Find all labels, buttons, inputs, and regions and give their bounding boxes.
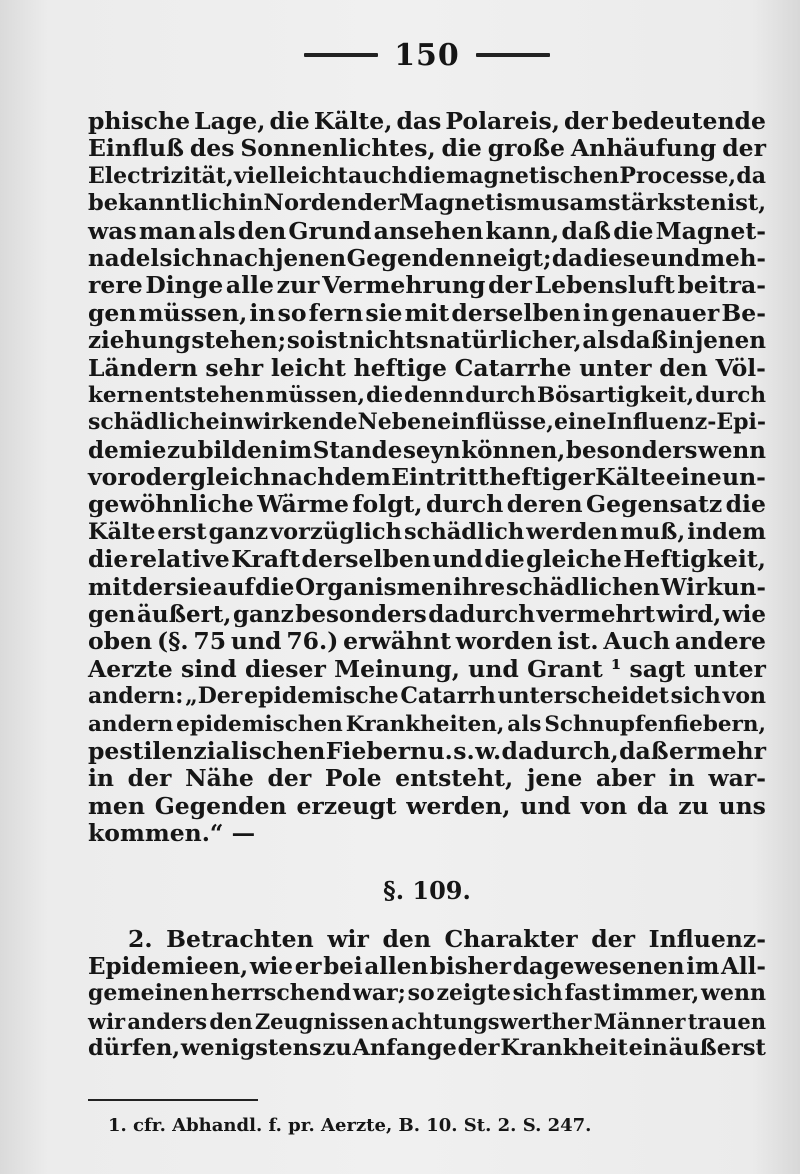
word: Influenz-Epi- <box>606 409 766 436</box>
word: sehr <box>205 353 264 382</box>
word: der <box>357 190 400 217</box>
word: phische <box>88 107 191 135</box>
word: der <box>722 134 766 163</box>
word: des <box>189 134 235 163</box>
word: oder <box>129 463 190 492</box>
word: als <box>198 216 236 245</box>
word: bisher <box>429 952 512 980</box>
word: vermehrt <box>536 601 655 629</box>
word: men <box>88 791 145 820</box>
word: Wärme <box>257 490 349 519</box>
text-line <box>88 953 766 980</box>
word: sich <box>512 980 563 1007</box>
text-line <box>88 711 766 738</box>
word: den <box>659 353 708 382</box>
word: auf <box>212 573 255 601</box>
word: man <box>138 216 197 245</box>
word: Charakter <box>444 924 578 953</box>
page-number: 150 <box>394 37 460 73</box>
word: oben <box>88 627 153 656</box>
word: dadurch, <box>501 736 619 765</box>
word: einwirkende <box>205 409 358 436</box>
word: erwähnt <box>343 627 451 656</box>
word: die <box>366 382 404 408</box>
text-line <box>88 926 766 953</box>
word: achtungswerther <box>391 1008 592 1034</box>
word: als <box>582 327 619 355</box>
word: deren <box>506 490 583 519</box>
word: er <box>668 736 697 765</box>
word: die <box>484 545 525 574</box>
word: Nebeneinflüsse, <box>357 409 554 436</box>
word: sagt <box>629 654 686 683</box>
word: jenen <box>275 244 347 272</box>
text-line <box>88 683 766 710</box>
word: zu <box>678 791 709 820</box>
word: da <box>736 162 766 189</box>
word: bilden <box>197 436 279 464</box>
word: und <box>230 627 282 656</box>
word: gemeinen <box>88 980 209 1007</box>
word: Lage, <box>194 107 266 135</box>
word: äußert, <box>136 601 232 629</box>
word: Einfluß <box>88 134 184 163</box>
word: wir <box>327 924 369 953</box>
word: Magnet- <box>655 216 766 245</box>
word: derselben <box>451 298 581 327</box>
word: schädlichen <box>505 573 661 601</box>
word: Epidemieen, <box>88 952 249 980</box>
text-line <box>88 980 766 1007</box>
text-line <box>88 765 766 792</box>
text-line <box>88 135 766 162</box>
word: trauen <box>687 1008 766 1034</box>
word: sich <box>159 244 212 272</box>
word: durch <box>695 382 766 408</box>
word: so <box>407 980 435 1007</box>
word: Betrachten <box>166 924 314 953</box>
text-line <box>88 491 766 518</box>
word: den <box>237 216 287 245</box>
word: da <box>636 791 669 820</box>
word: sie <box>365 298 403 327</box>
word: eine <box>553 409 607 436</box>
word: ist <box>315 327 349 355</box>
word: große <box>487 134 566 163</box>
word: die <box>254 573 295 601</box>
word: andere <box>674 627 766 656</box>
word: epidemischen <box>176 711 343 737</box>
word: Processe, <box>619 162 737 189</box>
word: und <box>520 791 571 820</box>
word: am <box>569 190 608 217</box>
word: so <box>277 298 307 327</box>
text-line <box>88 437 766 464</box>
word: Gegensatz <box>586 490 723 519</box>
word: demie <box>88 436 167 464</box>
word: Kälte <box>595 463 666 492</box>
word: auch <box>348 162 408 189</box>
word: besonders <box>565 436 698 464</box>
footnote: 1. cfr. Abhandl. f. pr. Aerzte, B. 10. St. 2. S. 247. <box>108 1114 592 1136</box>
header-rule-right <box>476 53 550 57</box>
word: Magnetismus <box>399 190 570 217</box>
word: jene <box>526 764 583 793</box>
word: zu <box>167 436 197 464</box>
word: wenn <box>701 980 766 1007</box>
word: kern <box>88 382 144 408</box>
word: werden, <box>406 791 511 820</box>
word: als <box>507 711 542 737</box>
word: äußerst <box>668 1035 766 1062</box>
text-line: kommen.“ — <box>88 819 256 848</box>
footnote-rule <box>88 1099 258 1101</box>
word: im <box>686 952 720 980</box>
text-line <box>88 108 766 135</box>
word: anders <box>127 1008 208 1034</box>
word: heftige <box>353 353 447 382</box>
word: Norden <box>263 190 358 217</box>
word: wie <box>249 952 294 980</box>
word: da <box>551 244 583 272</box>
word: Sonnenlichtes, <box>240 134 436 163</box>
word: uns <box>718 791 766 820</box>
word: epidemische <box>244 683 399 710</box>
word: rere <box>88 271 143 300</box>
word: folgt, <box>352 490 423 519</box>
word: im <box>279 436 313 464</box>
word: dieser <box>244 654 326 683</box>
word: sie <box>175 573 213 601</box>
word: Zeugnissen <box>254 1008 389 1034</box>
word: alle <box>225 271 274 300</box>
word: erst <box>157 518 207 545</box>
word: ist, <box>726 190 767 217</box>
word: leicht <box>270 353 346 382</box>
word: und <box>432 545 483 574</box>
word: Ländern <box>88 353 198 382</box>
word: in <box>249 298 276 327</box>
word: von <box>580 791 628 820</box>
word: Catarrhe <box>454 353 572 382</box>
word: vorzüglich <box>270 518 402 545</box>
word: gewöhnliche <box>88 490 254 519</box>
word: ist. <box>557 627 599 656</box>
word: daß <box>619 736 669 765</box>
word: ¹ <box>610 654 622 683</box>
word: der <box>127 764 172 793</box>
word: wir <box>88 1008 126 1034</box>
word: der <box>267 764 312 793</box>
word: Stande <box>312 436 403 464</box>
word: heftiger <box>489 463 595 492</box>
word: die <box>725 490 766 519</box>
word: Nähe <box>185 764 254 793</box>
word: der <box>457 1035 500 1062</box>
word: Kälte <box>88 518 156 545</box>
word: bekanntlich <box>88 190 239 217</box>
page-header <box>88 30 766 80</box>
text-line <box>88 327 766 354</box>
word: das <box>396 107 442 135</box>
word: schädlich <box>88 409 206 436</box>
word: so <box>286 327 316 355</box>
word: meh- <box>700 244 766 272</box>
word: Völ- <box>715 353 766 382</box>
word: wenigstens <box>180 1035 322 1062</box>
word: entsteht, <box>395 764 514 793</box>
section-heading: §. 109. <box>383 875 471 905</box>
word: dadurch <box>428 601 535 629</box>
word: unter <box>693 654 766 683</box>
word: stehen; <box>191 327 287 355</box>
text-line <box>88 793 766 820</box>
text-line <box>88 574 766 601</box>
word: Meinung, <box>334 654 460 683</box>
word: Heftigkeit, <box>623 545 766 574</box>
word: was <box>88 216 137 245</box>
header-rule-left <box>304 53 378 57</box>
word: die <box>88 545 129 574</box>
word: dürfen, <box>88 1035 181 1062</box>
word: durch <box>465 382 536 408</box>
word: ein <box>628 1035 668 1062</box>
word: die <box>407 162 446 189</box>
text-line <box>88 464 766 491</box>
word: Anhäufung <box>570 134 717 163</box>
word: von <box>722 683 766 710</box>
word: er <box>294 952 322 980</box>
text-line <box>88 738 766 765</box>
word: in <box>668 764 695 793</box>
word: Fiebern <box>325 736 428 765</box>
word: erzeugt <box>296 791 397 820</box>
word: aber <box>596 764 656 793</box>
word: herrschend <box>210 980 352 1007</box>
word: in <box>238 190 264 217</box>
word: natürlicher, <box>429 327 582 355</box>
word: ansehen <box>373 216 484 245</box>
word: magnetischen <box>445 162 620 189</box>
word: der <box>488 271 532 300</box>
word: war- <box>708 764 766 793</box>
word: Bösartigkeit, <box>537 382 695 408</box>
word: der <box>132 573 176 601</box>
word: in <box>88 764 115 793</box>
word: All- <box>721 952 766 980</box>
word: nach <box>212 244 275 272</box>
word: schädlich <box>403 518 525 545</box>
word: 75 <box>193 627 227 656</box>
word: Männer <box>593 1008 686 1034</box>
word: 2. <box>128 924 153 953</box>
word: Polareis, <box>445 107 560 135</box>
word: unterscheidet <box>497 683 669 710</box>
word: w. <box>475 736 502 765</box>
word: Krankheiten, <box>345 711 505 737</box>
word: Lebensluft <box>534 271 675 300</box>
word: derselben <box>301 545 431 574</box>
word: denn <box>404 382 465 408</box>
word: wie <box>722 601 766 629</box>
word: ihre <box>452 573 506 601</box>
text-line <box>88 1008 766 1035</box>
word: den <box>382 924 431 953</box>
word: worden <box>455 627 553 656</box>
body-text <box>88 108 766 848</box>
word: in <box>582 298 609 327</box>
word: Be- <box>721 298 766 327</box>
word: durch <box>426 490 504 519</box>
word: 76.) <box>286 627 339 656</box>
text-line <box>88 218 766 245</box>
word: und <box>468 654 519 683</box>
text-line <box>88 1035 766 1062</box>
text-line <box>88 272 766 299</box>
word: Gegenden <box>346 244 476 272</box>
word: jenen <box>694 327 766 355</box>
text-line <box>88 409 766 436</box>
word: die <box>613 216 654 245</box>
word: daß <box>561 216 612 245</box>
word: Wirkun- <box>660 573 766 601</box>
word: ganz <box>232 601 294 629</box>
word: gen <box>88 298 137 327</box>
text-line <box>88 382 766 409</box>
word: mehr <box>696 736 766 765</box>
word: fern <box>308 298 364 327</box>
word: „Der <box>185 683 243 710</box>
word: gleich <box>189 463 271 492</box>
word: gleiche <box>526 545 622 574</box>
word: pestilenzialischen <box>88 736 326 765</box>
word: Gegenden <box>154 791 287 820</box>
word: kann, <box>485 216 560 245</box>
word: Electrizität, <box>88 162 234 189</box>
word: entstehen <box>144 382 265 408</box>
word: Krankheit <box>500 1035 628 1062</box>
text-line <box>88 519 766 546</box>
word: andern <box>88 711 174 737</box>
word: mit <box>404 298 450 327</box>
word: stärksten <box>607 190 727 217</box>
word: diese <box>583 244 651 272</box>
word: Catarrh <box>400 683 496 710</box>
word: u. <box>427 736 453 765</box>
word: wird, <box>656 601 722 629</box>
word: andern: <box>88 683 184 710</box>
word: Schnupfenfiebern, <box>544 711 766 737</box>
word: genauer <box>611 298 720 327</box>
word: nach <box>270 463 335 492</box>
word: zur <box>276 271 320 300</box>
word: bedeutende <box>611 107 766 135</box>
word: immer, <box>612 980 700 1007</box>
word: fast <box>564 980 611 1007</box>
text-line <box>88 163 766 190</box>
word: Kälte, <box>313 107 393 135</box>
text-line <box>88 656 766 683</box>
word: beitra- <box>677 271 766 300</box>
word: besonders <box>295 601 427 629</box>
word: un- <box>722 463 766 492</box>
word: in <box>668 327 695 355</box>
word: allen <box>364 952 429 980</box>
word: eine <box>665 463 722 492</box>
word: Kraft <box>231 545 301 574</box>
word: und <box>650 244 701 272</box>
word: Organismen <box>295 573 453 601</box>
word: ziehung <box>88 327 191 355</box>
word: können, <box>461 436 566 464</box>
word: Eintritt <box>391 463 489 492</box>
word: relative <box>129 545 230 574</box>
word: Pole <box>324 764 382 793</box>
word: daß <box>619 327 669 355</box>
word: müssen, <box>265 382 366 408</box>
word: zeigte <box>436 980 511 1007</box>
text-line <box>88 601 766 628</box>
section-text <box>88 926 766 1063</box>
word: vor <box>88 463 130 492</box>
word: den <box>209 1008 253 1034</box>
word: s. <box>453 736 475 765</box>
word: ganz <box>208 518 269 545</box>
word: Vermehrung <box>322 271 486 300</box>
word: mit <box>88 573 132 601</box>
word: der <box>591 924 635 953</box>
word: dem <box>334 463 391 492</box>
word: Auch <box>603 627 671 656</box>
word: seyn <box>402 436 461 464</box>
word: gen <box>88 601 136 629</box>
text-line <box>88 355 766 382</box>
word: (§. <box>156 627 189 656</box>
word: dagewesenen <box>512 952 685 980</box>
word: müssen, <box>138 298 248 327</box>
word: zu <box>322 1035 352 1062</box>
word: muß, <box>620 518 686 545</box>
text-line <box>88 546 766 573</box>
word: war; <box>352 980 406 1007</box>
word: unter <box>579 353 652 382</box>
word: Dinge <box>145 271 224 300</box>
word: nadel <box>88 244 160 272</box>
word: Aerzte <box>88 654 173 683</box>
word: Grund <box>288 216 372 245</box>
word: neigt; <box>476 244 552 272</box>
word: der <box>563 107 608 135</box>
word: wenn <box>698 436 766 464</box>
word: nichts <box>348 327 429 355</box>
text-line <box>88 190 766 217</box>
word: indem <box>687 518 766 545</box>
text-line <box>88 628 766 655</box>
text-line <box>88 300 766 327</box>
word: die <box>269 107 310 135</box>
word: werden <box>526 518 619 545</box>
text-line <box>88 245 766 272</box>
word: sind <box>181 654 237 683</box>
word: Grant <box>527 654 603 683</box>
word: die <box>441 134 482 163</box>
word: sich <box>670 683 721 710</box>
word: Anfange <box>352 1035 457 1062</box>
word: bei <box>323 952 363 980</box>
word: Influenz- <box>648 924 766 953</box>
word: vielleicht <box>233 162 348 189</box>
